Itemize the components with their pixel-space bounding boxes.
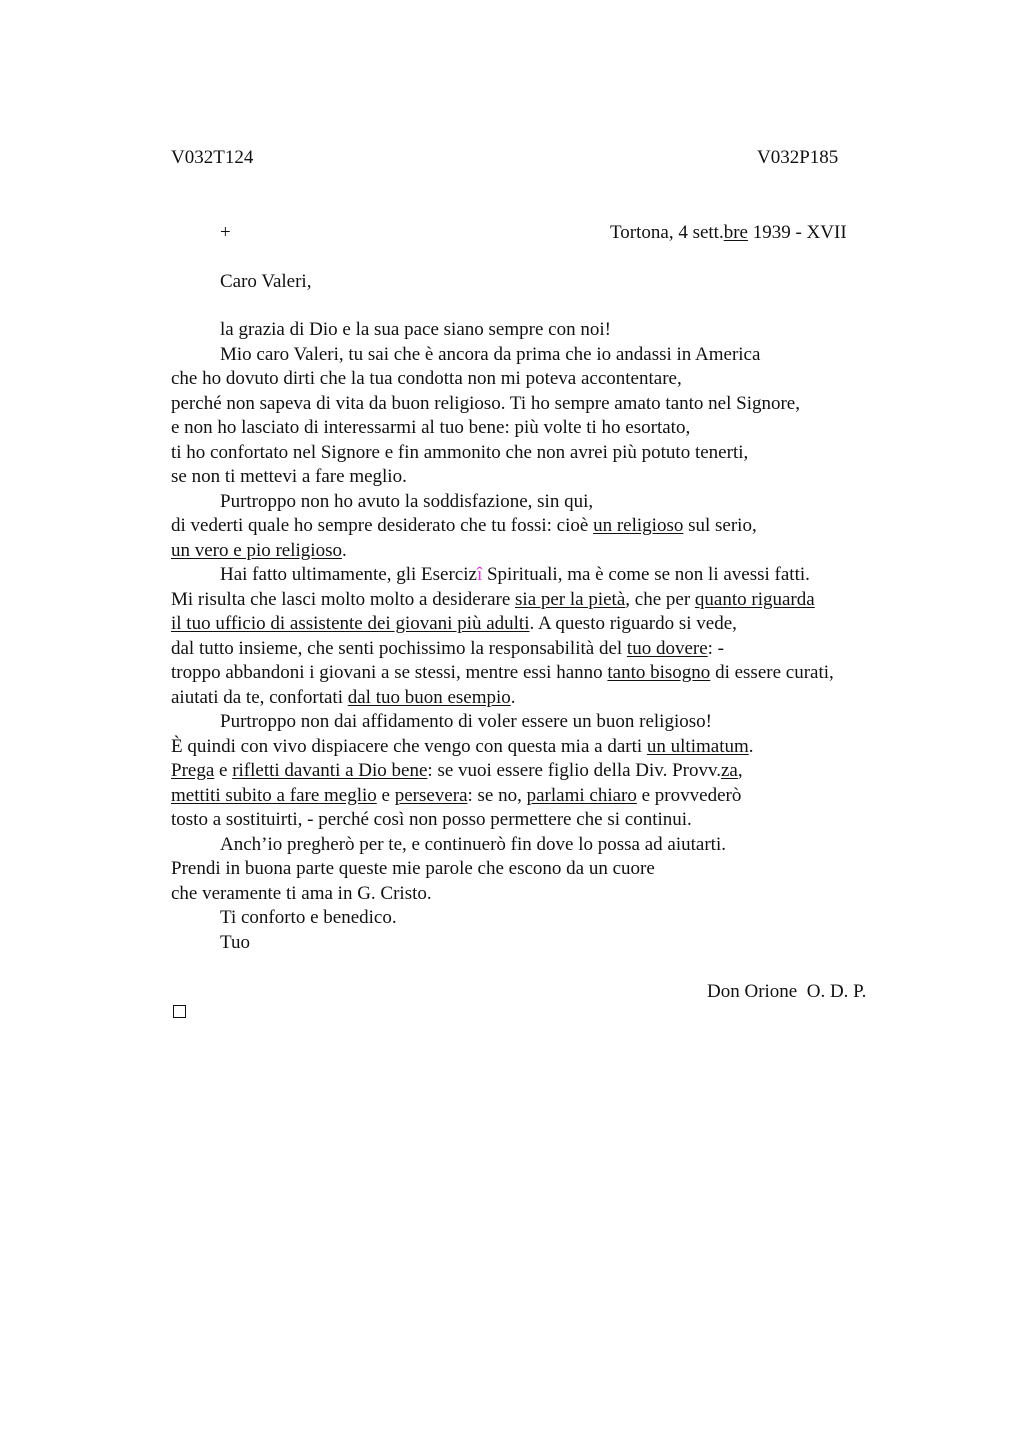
letter-line (171, 514, 757, 538)
letter-line: Purtroppo non ho avuto la soddisfazione, sin qui, (220, 491, 594, 512)
letter-text: Mi risulta che lasci molto molto a desiderare (171, 589, 516, 610)
letter-line (171, 759, 743, 783)
letter-text: È quindi con vivo dispiacere che vengo con questa mia a darti (171, 736, 647, 757)
letter-text: : - (707, 638, 725, 659)
letter-line: la grazia di Dio e la sua pace siano sempre con noi! (220, 319, 611, 340)
dateline-month-suffix: bre (723, 222, 748, 243)
dateline-year: 1939 - XVII (747, 222, 847, 243)
letter-line: Ti conforto e benedico. (220, 907, 397, 928)
dateline-place-day: Tortona, 4 sett. (610, 222, 724, 243)
letter-text: , (737, 760, 743, 781)
letter-line (171, 686, 516, 710)
end-square-icon (173, 1005, 186, 1018)
letter-line: tosto a sostituirti, - perché così non posso permettere che si continui. (171, 809, 692, 830)
letter-line: e non ho lasciato di interessarmi al tuo bene: più volte ti ho esortato, (171, 417, 691, 438)
underlined-phrase: Prega (171, 760, 215, 781)
underlined-phrase: mettiti subito a fare meglio (171, 785, 377, 806)
letter-line: Tuo (220, 932, 250, 953)
letter-text: e (214, 760, 233, 781)
underlined-phrase: il tuo ufficio di assistente dei giovani più adulti (171, 613, 530, 634)
underlined-phrase: tanto bisogno (607, 662, 711, 683)
underlined-phrase: quanto riguarda (694, 589, 815, 610)
letter-text: : se vuoi essere figlio della Div. Provv. (427, 760, 721, 781)
letter-text: troppo abbandoni i giovani a se stessi, mentre essi hanno (171, 662, 608, 683)
letter-text: , che per (625, 589, 695, 610)
letter-text: aiutati da te, confortati (171, 687, 348, 708)
underlined-phrase: persevera (394, 785, 468, 806)
annotation-mark: î (476, 564, 483, 585)
letter-line: perché non sapeva di vita da buon religioso. Ti ho sempre amato tanto nel Signore, (171, 393, 800, 414)
underlined-phrase: sia per la pietà (515, 589, 626, 610)
letter-text: e (376, 785, 395, 806)
letter-text: e provvederò (636, 785, 742, 806)
document-code-right: V032P185 (757, 147, 839, 168)
letter-line (171, 784, 741, 808)
letter-line: Purtroppo non dai affidamento di voler essere un buon religioso! (220, 711, 712, 732)
letter-line: che ho dovuto dirti che la tua condotta non mi poteva accontentare, (171, 368, 682, 389)
document-code-left: V032T124 (171, 147, 254, 168)
letter-line (171, 661, 834, 685)
underlined-phrase: dal tuo buon esempio (347, 687, 511, 708)
letter-line (171, 735, 754, 759)
letter-text: dal tutto insieme, che senti pochissimo la responsabilità del (171, 638, 627, 659)
letter-line: Mio caro Valeri, tu sai che è ancora da prima che io andassi in America (220, 344, 761, 365)
letter-line: Prendi in buona parte queste mie parole che escono da un cuore (171, 858, 655, 879)
letter-line: che veramente ti ama in G. Cristo. (171, 883, 432, 904)
underlined-phrase: za (721, 760, 738, 781)
letter-text: . (748, 736, 754, 757)
letter-line (171, 539, 347, 563)
letter-text: : se no, (467, 785, 527, 806)
underlined-phrase: un ultimatum (646, 736, 749, 757)
letter-line: Hai fatto ultimamente, gli Esercizî Spirituali, ma è come se non li avessi fatti. (220, 564, 810, 585)
underlined-phrase: tuo dovere (626, 638, 708, 659)
letter-line (171, 637, 724, 661)
letter-line: se non ti mettevi a fare meglio. (171, 466, 407, 487)
letter-text: di vederti quale ho sempre desiderato che tu fossi: cioè (171, 515, 594, 536)
letter-text: . A questo riguardo si vede, (529, 613, 737, 634)
letter-text: di essere curati, (710, 662, 834, 683)
letter-line: Anch’io pregherò per te, e continuerò fin dove lo possa ad aiutarti. (220, 834, 726, 855)
signature: Don Orione O. D. P. (707, 981, 867, 1002)
underlined-phrase: rifletti davanti a Dio bene (232, 760, 428, 781)
letter-text: sul serio, (683, 515, 757, 536)
underlined-phrase: un religioso (593, 515, 684, 536)
letter-line (171, 612, 737, 636)
dateline (610, 221, 847, 245)
letter-line: ti ho confortato nel Signore e fin ammonito che non avrei più potuto tenerti, (171, 442, 749, 463)
underlined-phrase: parlami chiaro (526, 785, 637, 806)
underlined-phrase: un vero e pio religioso (171, 540, 342, 561)
letter-text: . (341, 540, 347, 561)
cross-mark: + (220, 222, 231, 243)
letter-text: . (510, 687, 516, 708)
salutation: Caro Valeri, (220, 271, 312, 292)
letter-line (171, 588, 815, 612)
